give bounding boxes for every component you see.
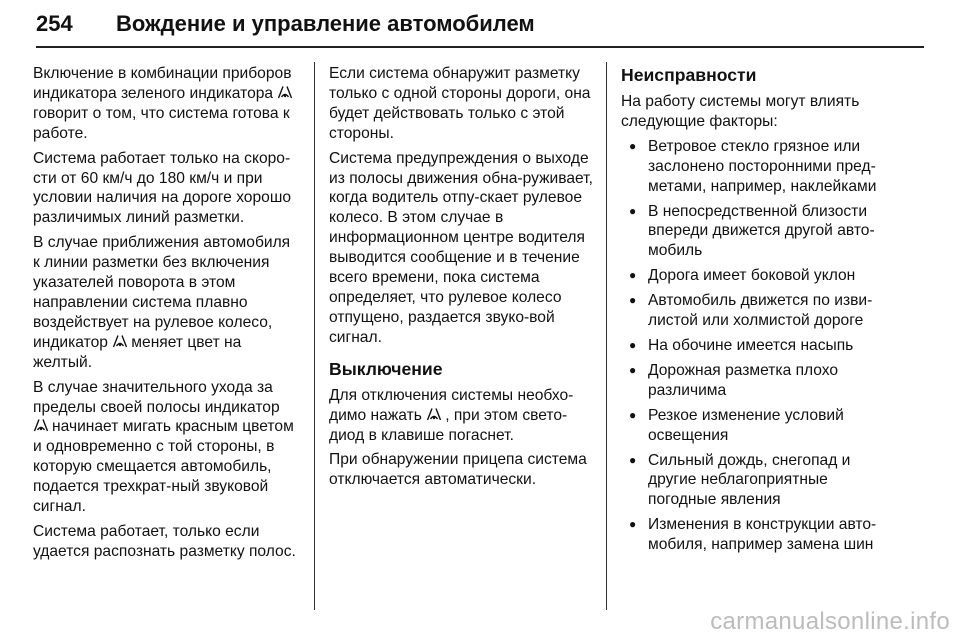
paragraph: Если система обнаружит разметку только с одной стороны дороги, она будет действовать только с этой стороны. xyxy=(329,65,591,142)
page-title: Вождение и управление автомобилем xyxy=(116,11,535,36)
paragraph xyxy=(33,64,301,144)
text: меняет цвет на желтый. xyxy=(33,333,242,371)
list-item: ● Изменения в конструкции авто-мобиля, например замена шин xyxy=(621,515,889,555)
column-divider-1 xyxy=(314,62,315,610)
paragraph xyxy=(33,378,301,517)
text: говорит о том, что система готова к работе. xyxy=(33,104,290,142)
text: Включение в комбинации приборов индикатора зеленого индикатора xyxy=(33,65,292,102)
paragraph: На работу системы могут влиять следующие факторы: xyxy=(621,93,860,130)
column-3 xyxy=(621,64,889,560)
text: В случае значительного ухода за пределы своей полосы индикатор xyxy=(33,378,280,416)
paragraph: При обнаружении прицепа система отключается автоматически. xyxy=(329,451,587,489)
text: , при этом свето-диод в клавише погаснет. xyxy=(329,406,568,444)
list-item: ● Резкое изменение условий освещения xyxy=(621,406,889,446)
text: Для отключения системы необхо-димо нажать xyxy=(329,386,574,424)
paragraph xyxy=(329,386,595,446)
lane-departure-warning-icon xyxy=(112,334,128,348)
list-item: ● Ветровое стекло грязное или заслонено посторонними пред-метами, например, наклейками xyxy=(621,137,889,197)
paragraph: Система работает только на скоро-сти от 60 км/ч до 180 км/ч и при условии наличия на дороге хорошо различимых линий разметки. xyxy=(33,149,292,227)
column-divider-2 xyxy=(606,62,607,610)
column-1 xyxy=(33,64,301,567)
page-header xyxy=(36,0,924,50)
paragraph: Система работает, только если удается распознать разметку полос. xyxy=(33,522,296,560)
section-heading-faults: Неисправности xyxy=(621,65,757,85)
list-item: ● Дорожная разметка плохо различима xyxy=(621,361,889,401)
fault-factors-list xyxy=(621,137,889,555)
text: начинает мигать красным цветом и одновременно с той стороны, в которую смещается автомобиль, подается трехкрат-ный звуковой сигнал. xyxy=(33,418,294,516)
column-2 xyxy=(329,64,595,495)
list-item: ● Дорога имеет боковой уклон xyxy=(621,266,889,286)
watermark: carmanualsonline.info xyxy=(710,608,950,635)
header-rule xyxy=(36,46,924,48)
text: В случае приближения автомобиля к линии разметки без включения указателей поворота в этом направлении система плавно воздействует на рулевое колесо, индикатор xyxy=(33,234,291,351)
paragraph: Система предупреждения о выходе из полосы движения обна-руживает, когда водитель отпу-скает рулевое колесо. В этом случае в информационном центре водителя выводится сообщение и в течение всего времени, пока система определяет, что рулевое колесо отпущено, раздается звуко-вой сигнал. xyxy=(329,149,593,346)
list-item: ● В непосредственной близости впереди движется другой авто-мобиль xyxy=(621,202,889,262)
section-heading-disable: Выключение xyxy=(329,358,443,379)
lane-departure-warning-icon xyxy=(426,407,442,421)
list-item: ● Сильный дождь, снегопад и другие неблагоприятные погодные явления xyxy=(621,451,889,511)
list-item: ● На обочине имеется насыпь xyxy=(621,336,889,356)
lane-departure-warning-icon xyxy=(33,418,49,432)
list-item: ● Автомобиль движется по изви-листой или холмистой дороге xyxy=(621,291,889,331)
paragraph xyxy=(33,233,301,372)
page-number: 254 xyxy=(36,11,73,36)
lane-departure-warning-icon xyxy=(277,85,293,99)
